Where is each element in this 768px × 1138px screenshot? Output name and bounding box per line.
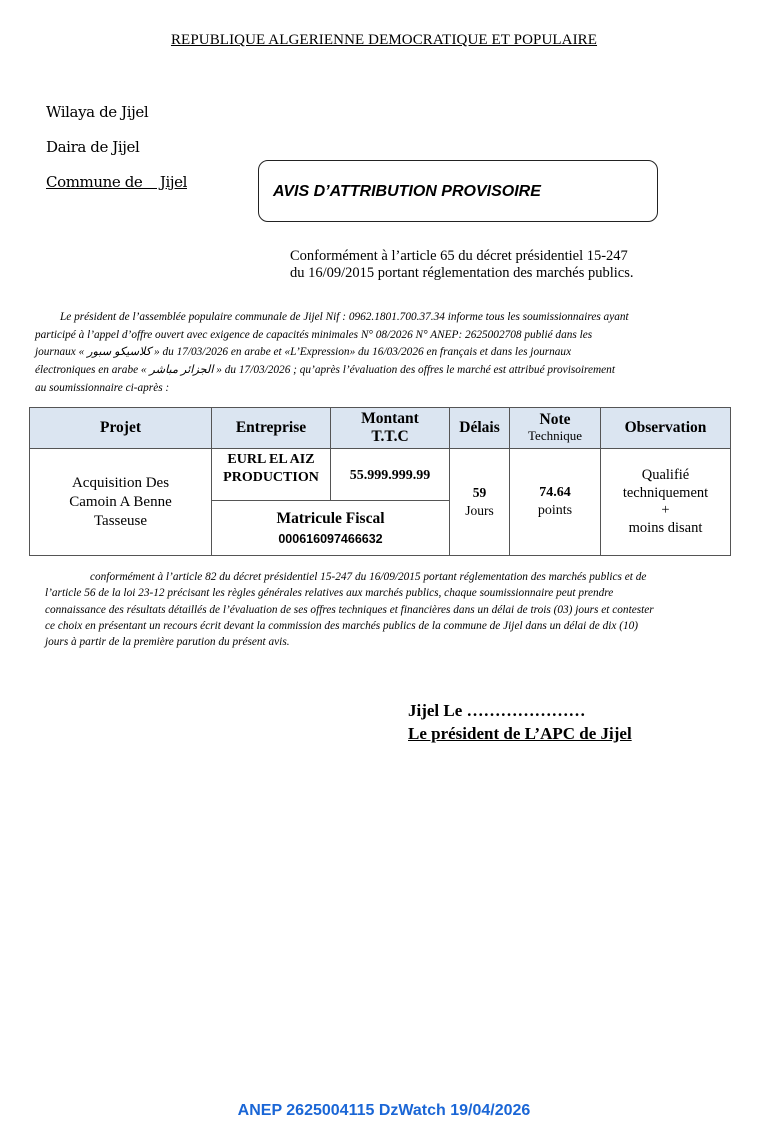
obs-line-4: moins disant: [628, 519, 703, 536]
cell-delais: [450, 449, 510, 556]
delais-line-2: Jours: [465, 503, 494, 518]
delais-line-1: 59: [472, 485, 487, 500]
cell-projet: [30, 449, 212, 556]
note-line-1: 74.64: [539, 485, 571, 500]
projet-line-1: Acquisition Des: [71, 474, 170, 491]
obs-line-3: +: [661, 502, 670, 518]
obs-line-2: techniquement: [622, 484, 709, 501]
header-observation: Observation: [601, 408, 731, 449]
intro-line-1: Le président de l’assemblée populaire communale de Jijel Nif : 0962.1801.700.37.34 informe tous les soumissionnaires ayant: [60, 311, 629, 323]
closing-line-3: connaissance des résultats détaillés de l’évaluation de ses offres techniques et financières dans un délai de trois (03) jours et contester: [45, 603, 654, 616]
obs-line-1: Qualifié: [641, 467, 690, 483]
header-note: [510, 408, 601, 449]
cell-observation: [601, 449, 731, 556]
closing-line-5: jours à partir de la première parution du présent avis.: [45, 636, 290, 649]
intro-paragraph: [35, 309, 715, 398]
closing-line-2: l’article 56 de la loi 23-12 précisant les règles générales relatives aux marchés publics, chaque soumissionnaire peut prendre: [45, 587, 614, 600]
cell-note: [510, 449, 601, 556]
cell-montant: 55.999.999.99: [331, 449, 450, 501]
intro-line-4: électroniques en arabe « الجزائر مباشر » du 17/03/2026 ; qu’après l’évaluation des offres le marché est attribué provisoirement: [35, 364, 615, 377]
cell-matricule: [212, 501, 450, 556]
avis-title-box: [258, 160, 658, 222]
header-entreprise: Entreprise: [212, 408, 331, 449]
intro-line-2: participé à l’appel d’offre ouvert avec exigence de capacités minimales N° 08/2026 N° ANEP: 2625002708 publié dans les: [35, 328, 593, 341]
wilaya-label: Wilaya de Jijel: [46, 103, 149, 121]
intro-line-5: au soumissionnaire ci-après :: [35, 381, 170, 394]
republic-title: REPUBLIQUE ALGERIENNE DEMOCRATIQUE ET POPULAIRE: [170, 32, 598, 48]
header-projet: Projet: [30, 408, 212, 449]
anep-footer: ANEP 2625004115 DzWatch 19/04/2026: [237, 1102, 531, 1119]
projet-line-2: Camoin A Benne: [69, 493, 172, 510]
header-montant-line-1: Montant: [361, 410, 419, 427]
header-montant-line-2: T.T.C: [371, 428, 409, 445]
entreprise-line-1: EURL EL AIZ: [227, 452, 315, 467]
projet-line-3: Tasseuse: [93, 512, 148, 529]
header-note-line-2: Technique: [528, 428, 582, 443]
conformement-line-1: Conformément à l’article 65 du décret présidentiel 15-247: [290, 248, 628, 264]
signature-date: Jijel Le …………………: [408, 701, 586, 720]
closing-line-1: conformément à l’article 82 du décret présidentiel 15-247 du 16/09/2015 portant réglementation des marchés publics et de: [90, 571, 647, 583]
commune-label: Commune de Jijel: [46, 173, 188, 191]
matricule-value: 000616097466632: [278, 532, 383, 546]
closing-paragraph: [45, 569, 715, 650]
intro-line-3: journaux « كلاسيكو سبور » du 17/03/2026 en arabe et «L’Expression» du 16/03/2026 en français et dans les journaux: [35, 346, 572, 359]
cell-entreprise: [212, 449, 331, 501]
attribution-table: [29, 407, 731, 556]
matricule-label: Matricule Fiscal: [276, 510, 385, 527]
header-montant: [331, 408, 450, 449]
avis-title: AVIS D’ATTRIBUTION PROVISOIRE: [273, 183, 541, 200]
note-line-2: points: [537, 503, 573, 518]
table-row: [30, 449, 731, 501]
entreprise-line-2: PRODUCTION: [223, 470, 319, 485]
conformement-text: [290, 248, 690, 282]
conformement-line-2: du 16/09/2015 portant réglementation des marchés publics.: [290, 265, 634, 281]
closing-line-4: ce choix en présentant un recours écrit devant la commission des marchés publics de la commune de Jijel dans un délai de dix (10): [45, 619, 639, 632]
table-header-row: [30, 408, 731, 449]
header-note-line-1: Note: [539, 411, 571, 428]
header-delais: Délais: [450, 408, 510, 449]
daira-label: Daira de Jijel: [46, 138, 140, 156]
signature-title: Le président de L’APC de Jijel: [408, 724, 632, 743]
